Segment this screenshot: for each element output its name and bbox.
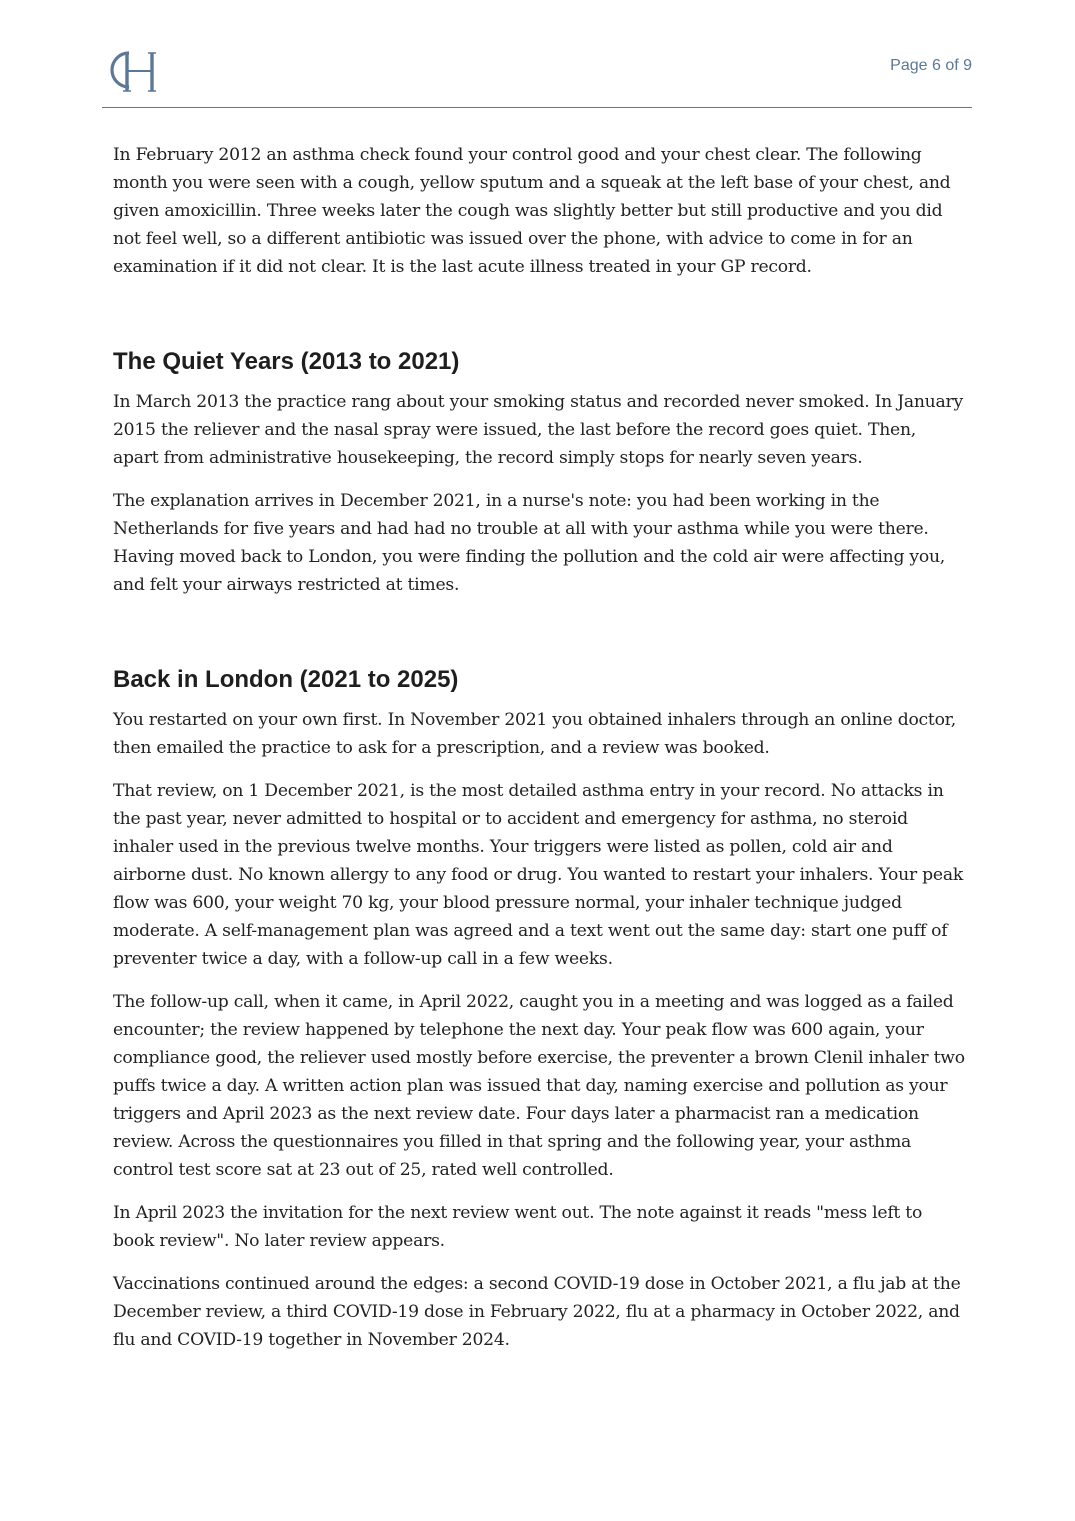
- section-back-in-london: [113, 664, 965, 1354]
- page-header: [102, 40, 972, 108]
- paragraph: The follow-up call, when it came, in April 2022, caught you in a meeting and was logged as a failed encounter; the review happened by telephone the next day. Your peak flow was 600 again, your compliance good, the reliever used mostly before exercise, the preventer a brown Clenil inhaler two puffs twice a day. A written action plan was issued that day, naming exercise and pollution as your triggers and April 2023 as the next review date. Four days later a pharmacist ran a medication review. Across the questionnaires you filled in that spring and the following year, your asthma control test score sat at 23 out of 25, rated well controlled.: [113, 992, 965, 1180]
- paragraph: You restarted on your own first. In November 2021 you obtained inhalers through an online doctor, then emailed the practice to ask for a prescription, and a review was booked.: [113, 710, 956, 758]
- paragraph: The explanation arrives in December 2021, in a nurse's note: you had been working in the Netherlands for five years and had had no trouble at all with your asthma while you were there. Having moved back to London, you were finding the pollution and the cold air were affecting you, and felt your airways restricted at times.: [113, 491, 946, 595]
- section-heading: Back in London (2021 to 2025): [113, 666, 459, 693]
- paragraph: That review, on 1 December 2021, is the most detailed asthma entry in your record. No attacks in the past year, never admitted to hospital or to accident and emergency for asthma, no steroid inhaler used in the previous twelve months. Your triggers were listed as pollen, cold air and airborne dust. No known allergy to any food or drug. You wanted to restart your inhalers. Your peak flow was 600, your weight 70 kg, your blood pressure normal, your inhaler technique judged moderate. A self-management plan was agreed and a text went out the same day: start one puff of preventer twice a day, with a follow-up call in a few weeks.: [113, 781, 963, 969]
- paragraph: In March 2013 the practice rang about your smoking status and recorded never smoked. In January 2015 the reliever and the nasal spray were issued, the last before the record goes quiet. Then, apart from administrative housekeeping, the record simply stops for nearly seven years.: [113, 392, 963, 468]
- intro-section: [113, 141, 965, 281]
- section-quiet-years: [113, 346, 965, 599]
- document-body: [113, 141, 965, 1369]
- section-spacer: [113, 296, 965, 346]
- paragraph: In February 2012 an asthma check found your control good and your chest clear. The following month you were seen with a cough, yellow sputum and a squeak at the left base of your chest, and given amoxicillin. Three weeks later the cough was slightly better but still productive and you did not feel well, so a different antibiotic was issued over the phone, with advice to come in for an examination if it did not clear. It is the last acute illness treated in your GP record.: [113, 145, 951, 277]
- paragraph: In April 2023 the invitation for the next review went out. The note against it reads "mess left to book review". No later review appears.: [113, 1203, 923, 1251]
- page-number: Page 6 of 9: [890, 57, 972, 74]
- ch-logo: [105, 47, 159, 93]
- paragraph: Vaccinations continued around the edges: a second COVID-19 dose in October 2021, a flu jab at the December review, a third COVID-19 dose in February 2022, flu at a pharmacy in October 2022, and flu and COVID-19 together in November 2024.: [113, 1274, 961, 1350]
- section-heading: The Quiet Years (2013 to 2021): [113, 348, 460, 375]
- section-spacer: [113, 614, 965, 664]
